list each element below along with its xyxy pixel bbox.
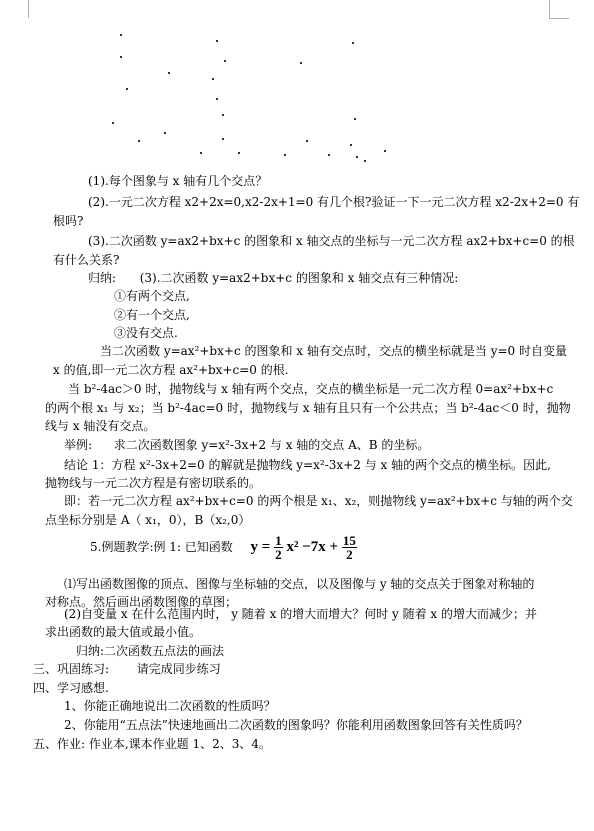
formula-fraction-2-denominator: 2	[346, 547, 353, 562]
section-5: 五、作业: 作业本,课本作业题 1、2、3、4。	[33, 737, 272, 751]
question-1: (1).每个图象与 x 轴有几个交点？	[88, 174, 268, 188]
question-3-line-1: (3).二次函数 y=ax2+bx+c 的图象和 x 轴交点的坐标与一元二次方程 ax2+bx+c=0 的根	[88, 234, 575, 248]
formula-fraction-1-denominator: 2	[275, 547, 282, 562]
task-1-line-2: 对称点。然后画出函数图像的草图；	[45, 595, 238, 609]
formula-fraction-2-numerator: 15	[342, 533, 356, 548]
crop-mark-left	[28, 0, 29, 18]
example-text: 求二次函数图象 y=x²-3x+2 与 x 轴的交点 A、B 的坐标。	[113, 438, 430, 452]
example-label: 举例:	[64, 438, 93, 452]
crop-mark-right-h	[549, 18, 569, 19]
paragraph-2-line-1: 当 b²-4ac＞0 时，抛物线与 x 轴有两个交点，交点的横坐标是一元二次方程 0=ax²+bx+c	[68, 382, 554, 396]
section-4-item-2: 2、你能用“五点法”快速地画出二次函数的图象吗？你能利用函数图象回答有关性质吗？	[64, 718, 528, 732]
function-formula	[250, 533, 356, 562]
paragraph-1-line-1: 当二次函数 y=ax²+bx+c 的图象和 x 轴有交点时，交点的横坐标就是当 y=0 时自变量	[100, 344, 567, 358]
crop-mark-right	[549, 0, 550, 18]
task-3: 归纳:二次函数五点法的画法	[76, 644, 225, 658]
conclusion-1-line-1: 结论 1：方程 x²-3x+2=0 的解就是抛物线 y=x²-3x+2 与 x 轴的两个交点的横坐标。因此,	[64, 458, 551, 472]
section-4-item-1: 1、你能正确地说出二次函数的性质吗？	[64, 699, 276, 713]
section-3-text: 请完成同步练习	[136, 662, 221, 676]
case-3: ③没有交点.	[114, 326, 178, 340]
formula-fraction-2	[342, 534, 357, 561]
question-2-line-1: (2).一元二次方程 x2+2x=0,x2-2x+1=0 有几个根?验证一下一元二次方程 x2-2x+2=0 有	[88, 195, 580, 209]
section-3-label: 三、巩固练习:	[33, 662, 110, 676]
conclusion-2-line-2: 点坐标分别是 A（ x₁，0），B（x₂,0）	[45, 513, 251, 527]
section-4-title: 四、学习感想.	[33, 681, 109, 695]
task-2-line-1: (2)自变量 x 在什么范围内时， y 随着 x 的增大而增大？何时 y 随着 x 的增大而减少；并	[64, 607, 538, 621]
formula-fraction-1-numerator: 1	[275, 533, 282, 548]
task-1-line-1: ⑴写出函数图像的顶点、图像与坐标轴的交点，以及图像与 y 轴的交点关于图象对称轴的	[64, 577, 535, 591]
question-3-line-2: 有什么关系?	[53, 253, 120, 267]
section-3-line	[33, 661, 221, 677]
formula-fraction-1	[274, 534, 283, 561]
case-1: ①有两个交点,	[114, 289, 190, 303]
summary-label: 归纳:	[88, 271, 117, 285]
task-2-line-2: 求出函数的最大值或最小值。	[45, 625, 202, 639]
paragraph-2-line-2: 的两个根 x₁ 与 x₂；当 b²-4ac=0 时，抛物线与 x 轴有且只有一个公共点；当 b²-4ac＜0 时，抛物	[45, 401, 571, 415]
conclusion-2-line-1: 即：若一元二次方程 ax²+bx+c=0 的两个根是 x₁、x₂，则抛物线 y=ax²+bx+c 与轴的两个交	[64, 494, 573, 508]
summary-line	[88, 270, 458, 286]
question-2-line-2: 根吗?	[53, 214, 84, 228]
case-2: ②有一个交点,	[114, 308, 190, 322]
formula-middle: x² −7x +	[286, 539, 339, 555]
teaching-example-line	[90, 534, 357, 561]
teaching-example-text: 5.例题教学:例 1: 已知函数	[90, 540, 233, 554]
paragraph-1-line-2: x 的值,即一元二次方程 ax²+bx+c=0 的根.	[53, 363, 289, 377]
formula-y: y =	[250, 539, 271, 555]
summary-text: (3).二次函数 y=ax2+bx+c 的图象和 x 轴交点有三种情况:	[139, 271, 459, 285]
paragraph-2-line-3: 线与 x 轴没有交点。	[45, 419, 156, 433]
conclusion-1-line-2: 抛物线与一元二次方程是有密切联系的。	[45, 476, 262, 490]
example-line	[64, 437, 429, 453]
